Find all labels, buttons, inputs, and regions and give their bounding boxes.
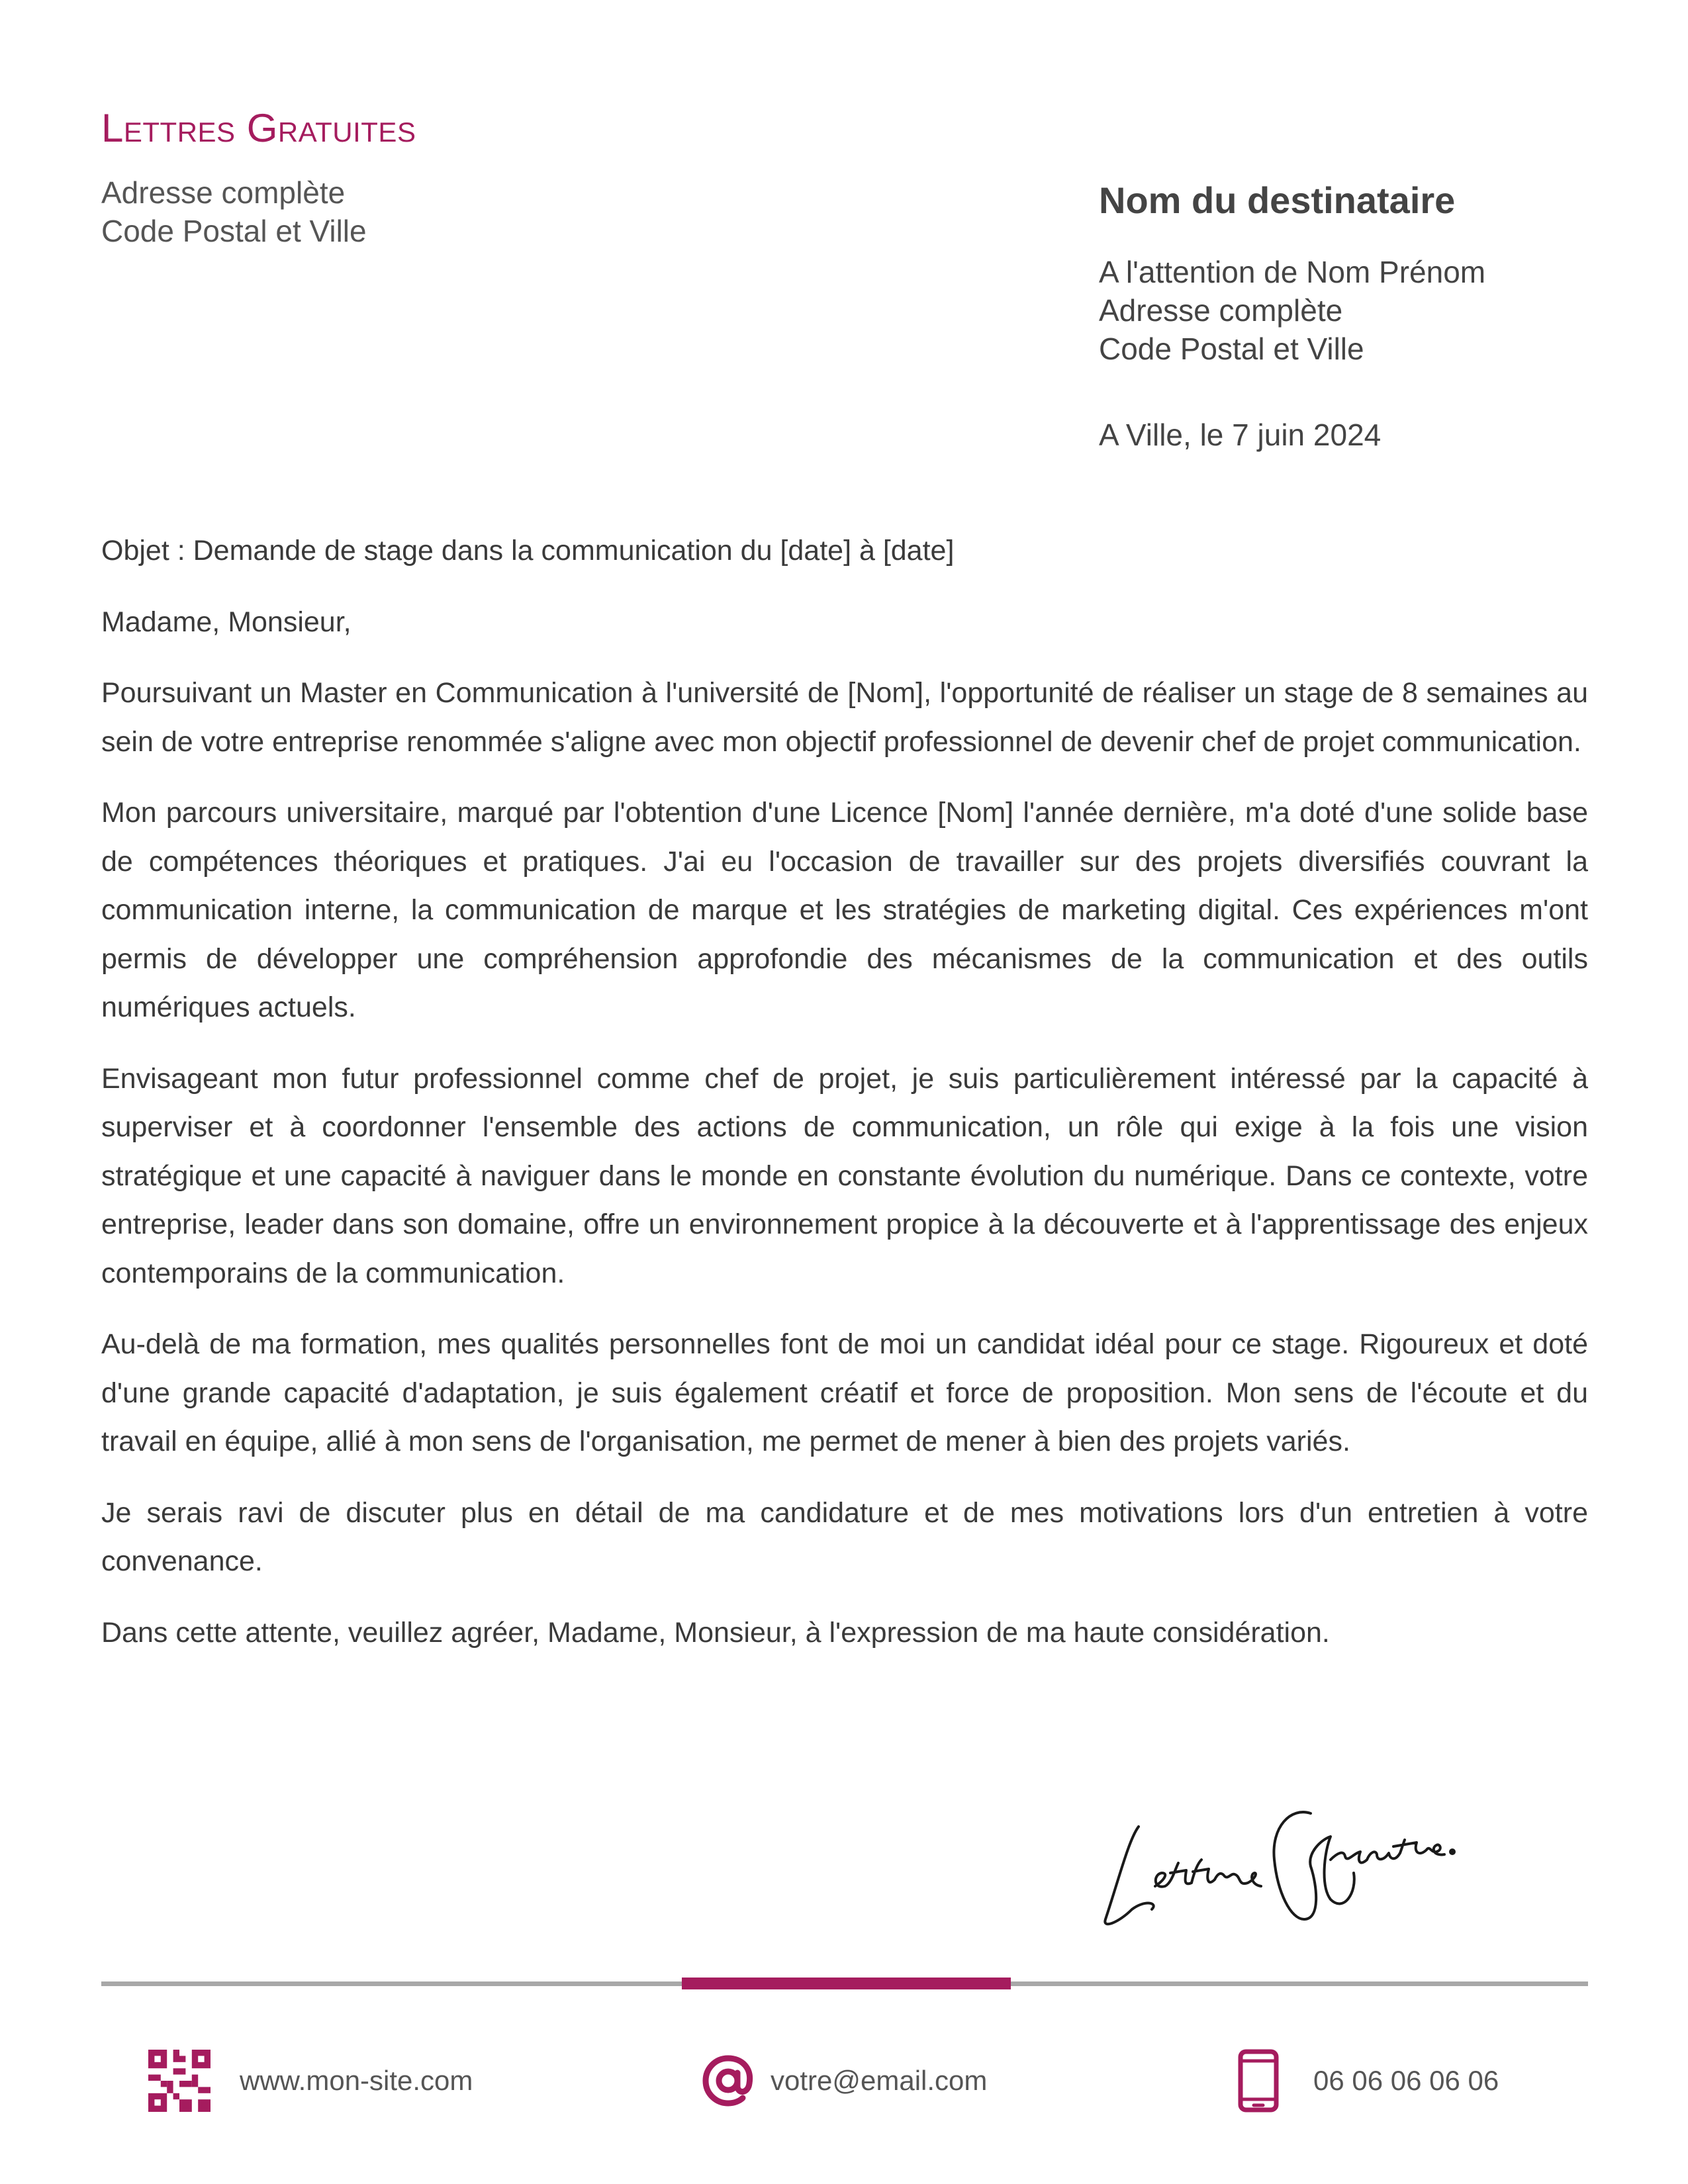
footer-website [148,2048,473,2114]
email-text[interactable]: votre@email.com [771,2065,988,2096]
footer-phone [1238,2048,1499,2114]
website-text[interactable]: www.mon-site.com [240,2065,473,2096]
letter-closing: Dans cette attente, veuillez agréer, Madame, Monsieur, à l'expression de ma haute considération. [101,1616,1330,1649]
letter-paragraph: Envisageant mon futur professionnel comme chef de projet, je suis particulièrement intéressé par la capacité à superviser et à coordonner l'ensemble des actions de communication, un rôle qui exige à la fois une vision stratégique et une capacité à naviguer dans le monde en constante évolution du numérique. Dans ce contexte, votre entreprise, leader dans son domaine, offre un environnement propice à la découverte et à l'apprentissage des enjeux contemporains de la communication. [101,1062,1588,1289]
footer-divider-accent [682,1978,1011,1989]
signature-image [1092,1787,1463,1939]
recipient-address: Adresse complète [1099,293,1343,328]
letter-paragraph: Mon parcours universitaire, marqué par l'obtention d'une Licence [Nom] l'année dernière, m'a doté d'une solide base de compétences théoriques et pratiques. J'ai eu l'occasion de travailler sur des projets diversifiés couvrant la communication interne, la communication de marque et les stratégies de marketing digital. Ces expériences m'ont permis de développer une compréhension approfondie des mécanismes de la communication et des outils numériques actuels. [101,797,1588,1023]
letter-body [101,527,1588,1680]
at-sign-icon [702,2054,755,2107]
recipient-attention: A l'attention de Nom Prénom [1099,255,1486,289]
recipient-name: Nom du destinataire [1099,179,1456,221]
letter-date: A Ville, le 7 juin 2024 [1099,418,1382,452]
smartphone-icon [1238,2049,1279,2113]
phone-text[interactable]: 06 06 06 06 06 [1313,2065,1499,2096]
sender-city: Code Postal et Ville [101,214,367,248]
footer-email [702,2048,987,2114]
letter-salutation: Madame, Monsieur, [101,606,352,638]
recipient-block [1099,177,1602,454]
brand-name: Lettres Gratuites [101,106,416,150]
sender-address: Adresse complète [101,175,346,210]
qr-code-icon [148,2050,211,2112]
letter-paragraph: Poursuivant un Master en Communication à l'université de [Nom], l'opportunité de réaliser un stage de 8 semaines au sein de votre entreprise renommée s'aligne avec mon objectif professionnel de devenir chef de projet communication. [101,677,1588,758]
sender-block [101,173,367,250]
letter-subject: Objet : Demande de stage dans la communication du [date] à [date] [101,535,955,567]
letter-paragraph: Au-delà de ma formation, mes qualités personnelles font de moi un candidat idéal pour ce stage. Rigoureux et doté d'une grande capacité d'adaptation, je suis également créatif et force de proposition. Mon sens de l'écoute et du travail en équipe, allié à mon sens de l'organisation, me permet de mener à bien des projets variés. [101,1328,1588,1457]
letter-paragraph: Je serais ravi de discuter plus en détail de ma candidature et de mes motivations lors d'un entretien à votre convenance. [101,1496,1588,1577]
recipient-city: Code Postal et Ville [1099,332,1364,366]
